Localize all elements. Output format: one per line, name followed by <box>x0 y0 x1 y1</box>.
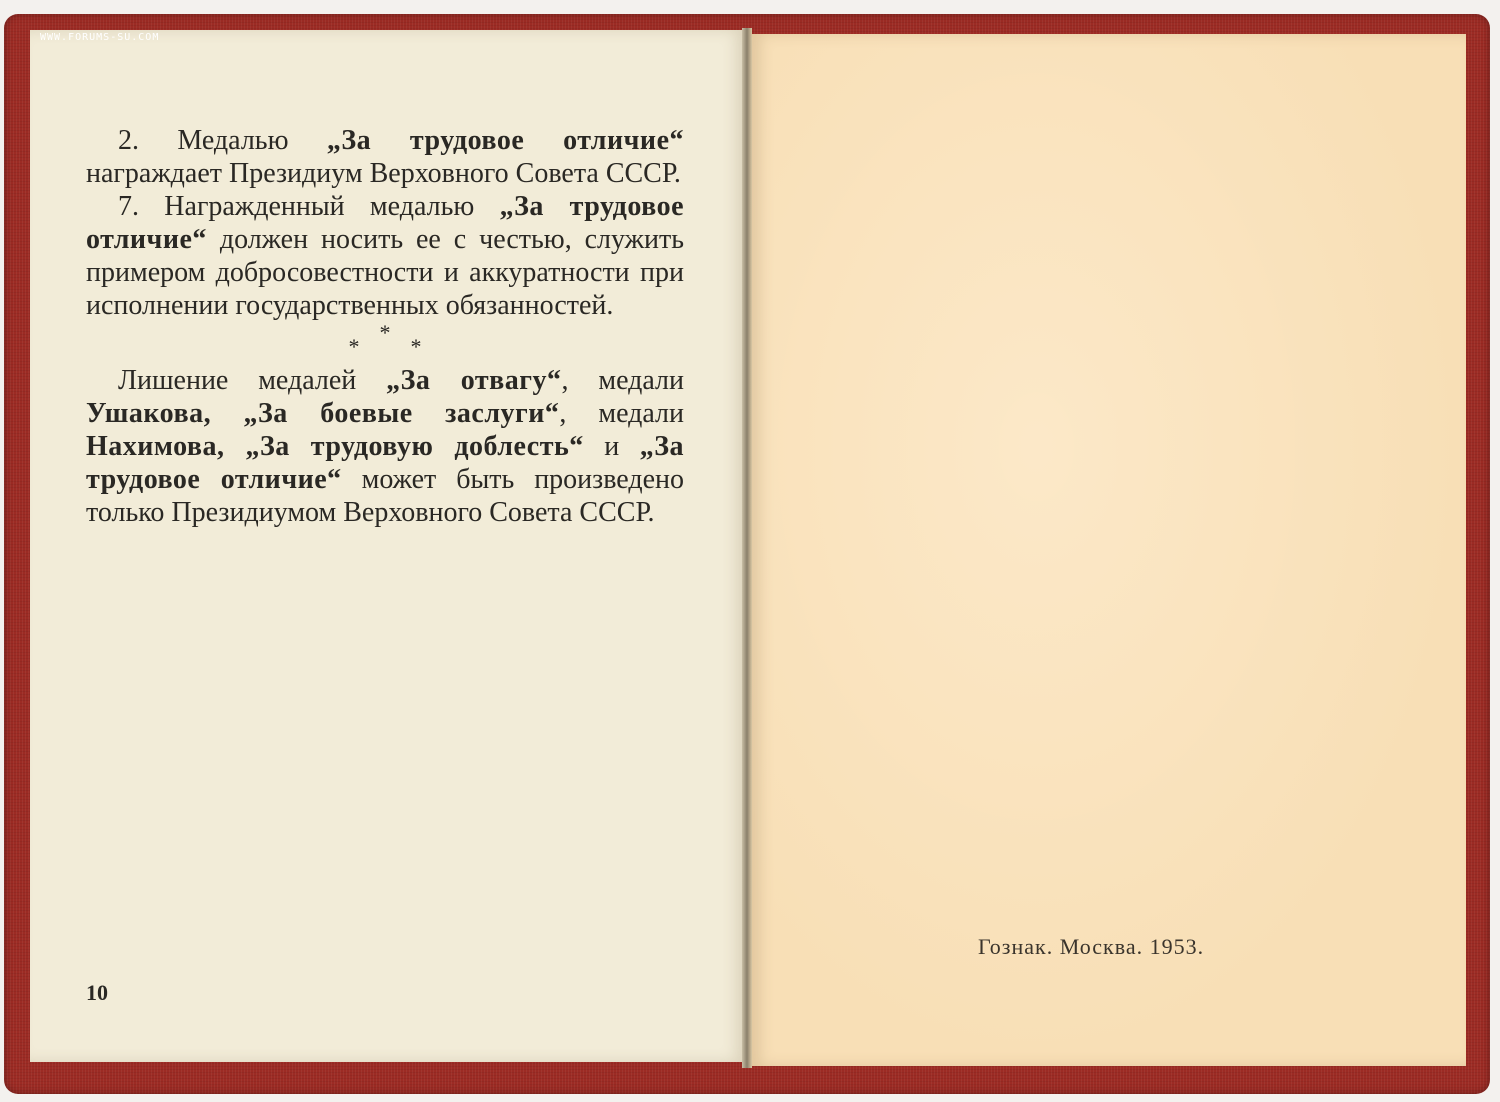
medal-name: Нахимова, „За трудовую доблесть“ <box>86 431 584 462</box>
medal-name: Ушакова, „За боевые заслуги“ <box>86 398 560 429</box>
text-run: , медали <box>559 398 685 429</box>
left-page-text <box>86 124 684 529</box>
paragraph-deprivation <box>86 364 684 529</box>
medal-name: „За отвагу“ <box>386 365 562 396</box>
paragraph-2 <box>86 124 684 190</box>
printer-imprint: Гознак. Москва. 1953. <box>978 934 1205 959</box>
text-run: Лишение медалей <box>118 365 387 396</box>
paragraph-7 <box>86 190 684 322</box>
medal-name: „За трудовое отличие“ <box>86 431 684 495</box>
right-page <box>750 34 1466 1066</box>
asterisk: * <box>379 320 391 345</box>
asterisk: * <box>410 334 422 359</box>
text-run: , медали <box>561 365 685 396</box>
medal-name: „За трудовое отличие“ <box>86 191 685 255</box>
book-spine <box>742 28 752 1068</box>
paragraph-2-text-end: награждает Президиум Верховного Совета СССР. <box>86 158 681 189</box>
medal-name: „За трудовое отличие“ <box>326 125 684 156</box>
asterisk: * <box>348 334 360 359</box>
page-number: 10 <box>86 980 108 1005</box>
paragraph-2-text: 2. Медалью <box>118 125 327 156</box>
paragraph-7-text: 7. Награжденный медалью <box>118 191 500 222</box>
text-run: и <box>583 431 640 462</box>
text-run: может быть произведено только Президиумом Верховного Совета СССР. <box>86 464 684 528</box>
asterism-divider <box>86 320 684 359</box>
paragraph-7-text-end: должен носить ее с честью, служить примером добросовестности и аккуратности при исполнении государственных обязанностей. <box>86 224 684 321</box>
watermark: WWW.FORUMS-SU.COM <box>40 32 160 43</box>
